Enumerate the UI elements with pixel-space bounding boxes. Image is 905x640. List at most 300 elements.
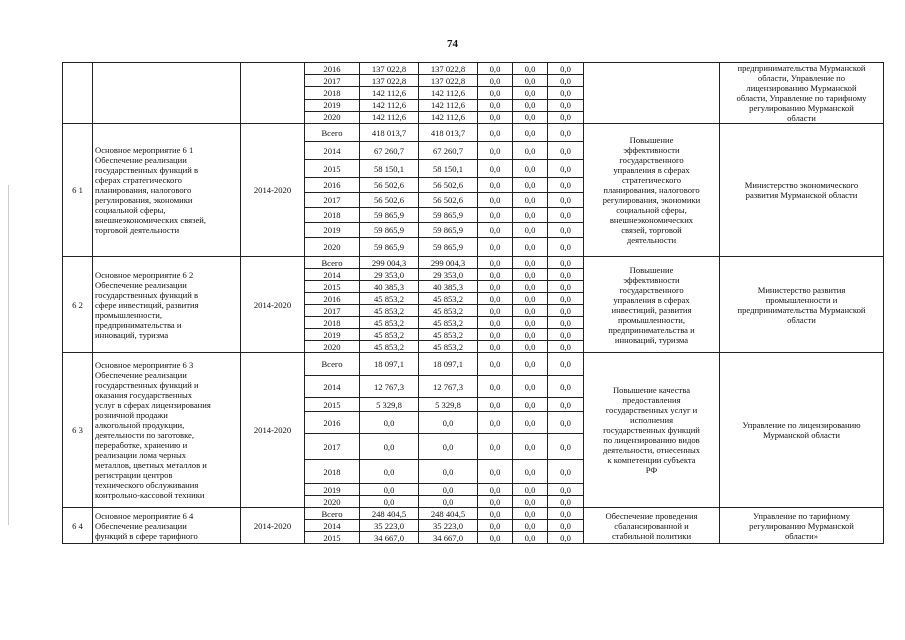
oblast-budget-cell: 0,0 [419, 496, 478, 508]
total-cell: 18 097,1 [360, 353, 419, 376]
extrabudget-cell: 0,0 [548, 508, 584, 520]
extrabudget-cell: 0,0 [548, 99, 584, 111]
expected-result-line: государственных функций [603, 425, 700, 435]
expected-result-line: к компетенции субъекта [607, 455, 696, 465]
expected-result-line: эффективности [623, 274, 680, 285]
responsible-executor-line: области» [784, 530, 819, 541]
municipal-budget-cell: 0,0 [513, 178, 548, 193]
federal-budget-cell: 0,0 [478, 520, 513, 532]
extrabudget-cell: 0,0 [548, 398, 584, 412]
expected-result-line: внешнеэкономических [609, 215, 694, 225]
expected-result-line: предпринимательства и [608, 324, 695, 335]
municipal-budget-cell: 0,0 [513, 508, 548, 520]
oblast-budget-cell: 18 097,1 [419, 353, 478, 376]
municipal-budget-cell: 0,0 [513, 305, 548, 317]
year-cell: 2018 [305, 87, 360, 99]
expected-result-line: регулирования, экономики [602, 195, 701, 205]
oblast-budget-cell: 45 853,2 [419, 305, 478, 317]
oblast-budget-cell: 56 502,6 [419, 178, 478, 193]
activity-name-line: деятельности по заготовке, [95, 430, 195, 440]
total-cell: 248 404,5 [360, 508, 419, 520]
activity-name-line: планирования, налогового [95, 185, 192, 195]
expected-result-line: сбалансированной и [614, 520, 689, 531]
activity-name-line: Основное мероприятие 6 1 [95, 145, 194, 155]
municipal-budget-cell: 0,0 [513, 398, 548, 412]
extrabudget-cell: 0,0 [548, 329, 584, 341]
federal-budget-cell: 0,0 [478, 434, 513, 460]
responsible-executor-line: Мурманской области [762, 430, 840, 440]
municipal-budget-cell: 0,0 [513, 111, 548, 123]
activity-name-line: Основное мероприятие 6 4 [95, 510, 194, 521]
year-cell: 2016 [305, 293, 360, 305]
activity-name-line: торговой деятельности [95, 225, 180, 235]
activity-name-line: государственных функций в [95, 289, 198, 300]
federal-budget-cell: 0,0 [478, 281, 513, 293]
oblast-budget-cell: 418 013,7 [419, 124, 478, 142]
federal-budget-cell: 0,0 [478, 460, 513, 484]
total-cell: 56 502,6 [360, 178, 419, 193]
expected-result-line: инноваций, туризма [614, 334, 689, 345]
federal-budget-cell: 0,0 [478, 63, 513, 75]
federal-budget-cell: 0,0 [478, 160, 513, 178]
oblast-budget-cell: 0,0 [419, 434, 478, 460]
federal-budget-cell: 0,0 [478, 508, 513, 520]
municipal-budget-cell: 0,0 [513, 193, 548, 208]
municipal-budget-cell: 0,0 [513, 238, 548, 257]
total-cell: 299 004,3 [360, 257, 419, 269]
oblast-budget-cell: 45 853,2 [419, 317, 478, 329]
extrabudget-cell: 0,0 [548, 87, 584, 99]
expected-result-line: Повышение [629, 264, 674, 275]
responsible-cell [720, 63, 884, 124]
municipal-budget-cell: 0,0 [513, 223, 548, 238]
extrabudget-cell: 0,0 [548, 305, 584, 317]
page-number: 74 [447, 38, 458, 50]
total-cell: 0,0 [360, 496, 419, 508]
total-cell: 56 502,6 [360, 193, 419, 208]
year-cell: 2020 [305, 238, 360, 257]
extrabudget-cell: 0,0 [548, 111, 584, 123]
oblast-budget-cell: 12 767,3 [419, 376, 478, 398]
expected-result-line: РФ [645, 465, 658, 475]
activity-name-line: сферах стратегического [95, 175, 182, 185]
oblast-budget-cell: 142 112,6 [419, 87, 478, 99]
municipal-budget-cell: 0,0 [513, 412, 548, 434]
responsible-executor-line: Управление по лицензированию [742, 420, 861, 430]
activity-name-line: Обеспечение реализации [95, 279, 187, 290]
federal-budget-cell: 0,0 [478, 99, 513, 111]
municipal-budget-cell: 0,0 [513, 87, 548, 99]
expected-result-line: деятельности [626, 235, 677, 245]
activity-period: 2014-2020 [241, 257, 305, 353]
expected-result-line: эффективности [623, 145, 680, 155]
oblast-budget-cell: 40 385,3 [419, 281, 478, 293]
total-cell: 35 223,0 [360, 520, 419, 532]
year-cell: 2017 [305, 193, 360, 208]
expected-result-line: Повышение качества [612, 385, 691, 395]
oblast-budget-cell: 45 853,2 [419, 329, 478, 341]
activity-name-line: услуг в сферах лицензирования [95, 400, 211, 410]
year-cell: 2014 [305, 269, 360, 281]
extrabudget-cell: 0,0 [548, 484, 584, 496]
extrabudget-cell: 0,0 [548, 496, 584, 508]
municipal-budget-cell: 0,0 [513, 293, 548, 305]
municipal-budget-cell: 0,0 [513, 460, 548, 484]
table-row [63, 124, 884, 142]
total-cell: 5 329,8 [360, 398, 419, 412]
extrabudget-cell: 0,0 [548, 353, 584, 376]
activity-period: 2014-2020 [241, 353, 305, 508]
responsible-executor-line: Министерство развития [757, 284, 846, 295]
extrabudget-cell: 0,0 [548, 124, 584, 142]
extrabudget-cell: 0,0 [548, 281, 584, 293]
federal-budget-cell: 0,0 [478, 353, 513, 376]
activity-name-line: сфере инвестиций, развития [95, 299, 199, 310]
activity-name-line: Основное мероприятие 6 2 [95, 269, 194, 280]
oblast-budget-cell: 137 022,8 [419, 63, 478, 75]
expected-result-line: предоставления [622, 395, 681, 405]
municipal-budget-cell: 0,0 [513, 269, 548, 281]
extrabudget-cell: 0,0 [548, 532, 584, 544]
extrabudget-cell: 0,0 [548, 193, 584, 208]
table-row [63, 508, 884, 520]
extrabudget-cell: 0,0 [548, 257, 584, 269]
activity-name-line: реализации лома черных [95, 450, 187, 460]
federal-budget-cell: 0,0 [478, 532, 513, 544]
responsible-executor-line: Управление по тарифному [753, 510, 850, 521]
activity-name [93, 124, 241, 257]
federal-budget-cell: 0,0 [478, 257, 513, 269]
activity-name-line: внешнеэкономических связей, [95, 215, 207, 225]
activity-name-line: промышленности, [95, 309, 162, 320]
expected-result-line: планирования, налогового [603, 185, 700, 195]
extrabudget-cell: 0,0 [548, 376, 584, 398]
total-cell: 12 767,3 [360, 376, 419, 398]
federal-budget-cell: 0,0 [478, 305, 513, 317]
municipal-budget-cell: 0,0 [513, 208, 548, 223]
total-cell: 45 853,2 [360, 293, 419, 305]
activity-name-line: контрольно-кассовой техники [95, 490, 205, 500]
year-cell: 2015 [305, 532, 360, 544]
oblast-budget-cell: 29 353,0 [419, 269, 478, 281]
oblast-budget-cell: 142 112,6 [419, 99, 478, 111]
responsible-executor-line: промышленности и [765, 294, 838, 305]
municipal-budget-cell: 0,0 [513, 75, 548, 87]
expected-result-line: социальной сферы, [616, 205, 687, 215]
municipal-budget-cell: 0,0 [513, 124, 548, 142]
total-cell: 67 260,7 [360, 142, 419, 160]
responsible-executor-line: развития Мурманской области [745, 190, 858, 200]
total-cell: 142 112,6 [360, 87, 419, 99]
activity-name-line: технического обслуживания [95, 480, 199, 490]
activity-name-line: государственных функций и [95, 380, 199, 390]
total-cell: 45 853,2 [360, 305, 419, 317]
activity-name-line: государственных функций в [95, 165, 198, 175]
year-cell: Всего [305, 124, 360, 142]
expected-result-line: стабильной политики [611, 530, 692, 541]
oblast-budget-cell: 35 223,0 [419, 520, 478, 532]
oblast-budget-cell: 34 667,0 [419, 532, 478, 544]
activity-name-line: розничной продажи [95, 410, 168, 420]
responsible-executor [720, 257, 884, 353]
year-cell: 2018 [305, 208, 360, 223]
oblast-budget-cell: 56 502,6 [419, 193, 478, 208]
funding-table [62, 62, 884, 544]
federal-budget-cell: 0,0 [478, 193, 513, 208]
expected-result-line: государственных услуг и [605, 405, 698, 415]
expected-result [584, 257, 720, 353]
activity-name-line: переработке, хранению и [95, 440, 188, 450]
responsible-executor-line: предпринимательства Мурманской [737, 304, 866, 315]
activity-name-line: Основное мероприятие 6 3 [95, 360, 194, 370]
oblast-budget-cell: 137 022,8 [419, 75, 478, 87]
activity-name-line: социальной сферы, [95, 205, 166, 215]
oblast-budget-cell: 59 865,9 [419, 238, 478, 257]
extrabudget-cell: 0,0 [548, 178, 584, 193]
municipal-budget-cell: 0,0 [513, 434, 548, 460]
municipal-budget-cell: 0,0 [513, 99, 548, 111]
num-cell [63, 63, 93, 124]
expected-result-line: управления в сферах [613, 165, 690, 175]
expected-result-line: связей, торговой [621, 225, 682, 235]
responsible-cell-line: регулированию Мурманской [749, 103, 854, 113]
federal-budget-cell: 0,0 [478, 341, 513, 353]
total-cell: 0,0 [360, 460, 419, 484]
total-cell: 40 385,3 [360, 281, 419, 293]
responsible-executor-line: Министерство экономического [744, 180, 859, 190]
year-cell: Всего [305, 257, 360, 269]
expected-result-line: государственного [619, 284, 684, 295]
federal-budget-cell: 0,0 [478, 223, 513, 238]
responsible-executor-line: области [787, 314, 816, 325]
activity-period: 2014-2020 [241, 508, 305, 544]
extrabudget-cell: 0,0 [548, 142, 584, 160]
oblast-budget-cell: 142 112,6 [419, 111, 478, 123]
year-cell: Всего [305, 353, 360, 376]
total-cell: 137 022,8 [360, 63, 419, 75]
year-cell: 2016 [305, 412, 360, 434]
oblast-budget-cell: 67 260,7 [419, 142, 478, 160]
table-row [63, 353, 884, 376]
extrabudget-cell: 0,0 [548, 223, 584, 238]
activity-name-line: предпринимательства и [95, 319, 182, 330]
oblast-budget-cell: 58 150,1 [419, 160, 478, 178]
oblast-budget-cell: 5 329,8 [419, 398, 478, 412]
total-cell: 59 865,9 [360, 223, 419, 238]
activity-name-line: регистрации центров [95, 470, 173, 480]
activity-name [93, 508, 241, 544]
federal-budget-cell: 0,0 [478, 496, 513, 508]
year-cell: 2020 [305, 496, 360, 508]
extrabudget-cell: 0,0 [548, 520, 584, 532]
federal-budget-cell: 0,0 [478, 87, 513, 99]
total-cell: 59 865,9 [360, 238, 419, 257]
activity-name-line: Обеспечение реализации [95, 155, 187, 165]
activity-number: 6 4 [63, 508, 93, 544]
activity-name [93, 257, 241, 353]
total-cell: 29 353,0 [360, 269, 419, 281]
expected-result [584, 353, 720, 508]
year-cell: 2019 [305, 223, 360, 238]
responsible-executor [720, 508, 884, 544]
table-row [63, 63, 884, 75]
year-cell: 2019 [305, 484, 360, 496]
activity-period: 2014-2020 [241, 124, 305, 257]
period-cell [241, 63, 305, 124]
responsible-executor [720, 124, 884, 257]
activity-name-line: металлов, цветных металлов и [95, 460, 207, 470]
expected-result-line: стратегического [621, 175, 682, 185]
oblast-budget-cell: 299 004,3 [419, 257, 478, 269]
responsible-cell-line: предпринимательства Мурманской [737, 63, 866, 73]
extrabudget-cell: 0,0 [548, 460, 584, 484]
oblast-budget-cell: 248 404,5 [419, 508, 478, 520]
extrabudget-cell: 0,0 [548, 269, 584, 281]
municipal-budget-cell: 0,0 [513, 63, 548, 75]
expected-result-line: Обеспечение проведения [605, 510, 698, 521]
extrabudget-cell: 0,0 [548, 412, 584, 434]
year-cell: 2019 [305, 329, 360, 341]
year-cell: 2017 [305, 434, 360, 460]
expected-result-line: промышленности, [618, 314, 685, 325]
expected-result-cell [584, 63, 720, 124]
responsible-cell-line: области, Управление по тарифному [736, 93, 867, 103]
responsible-executor-line: регулированию Мурманской [749, 520, 854, 531]
extrabudget-cell: 0,0 [548, 293, 584, 305]
oblast-budget-cell: 0,0 [419, 484, 478, 496]
year-cell: 2014 [305, 520, 360, 532]
year-cell: 2019 [305, 99, 360, 111]
activity-number: 6 2 [63, 257, 93, 353]
table-row [63, 257, 884, 269]
expected-result-line: по лицензированию видов [603, 435, 700, 445]
federal-budget-cell: 0,0 [478, 484, 513, 496]
expected-result-line: исполнения [629, 415, 674, 425]
responsible-cell-line: лицензированию Мурманской [746, 83, 857, 93]
total-cell: 59 865,9 [360, 208, 419, 223]
activity-name-line: алкогольной продукции, [95, 420, 185, 430]
year-cell: 2020 [305, 341, 360, 353]
federal-budget-cell: 0,0 [478, 412, 513, 434]
expected-result-line: инвестиций, развития [611, 304, 692, 315]
responsible-cell-line: области, Управление по [757, 73, 846, 83]
activity-name-line: регулирования, экономики [95, 195, 193, 205]
extrabudget-cell: 0,0 [548, 75, 584, 87]
municipal-budget-cell: 0,0 [513, 341, 548, 353]
federal-budget-cell: 0,0 [478, 208, 513, 223]
oblast-budget-cell: 45 853,2 [419, 341, 478, 353]
total-cell: 0,0 [360, 434, 419, 460]
activity-name-line: инноваций, туризма [95, 329, 169, 340]
extrabudget-cell: 0,0 [548, 341, 584, 353]
year-cell: 2014 [305, 376, 360, 398]
responsible-executor [720, 353, 884, 508]
federal-budget-cell: 0,0 [478, 398, 513, 412]
year-cell: 2014 [305, 142, 360, 160]
federal-budget-cell: 0,0 [478, 376, 513, 398]
federal-budget-cell: 0,0 [478, 75, 513, 87]
federal-budget-cell: 0,0 [478, 142, 513, 160]
year-cell: 2016 [305, 63, 360, 75]
municipal-budget-cell: 0,0 [513, 484, 548, 496]
extrabudget-cell: 0,0 [548, 160, 584, 178]
extrabudget-cell: 0,0 [548, 317, 584, 329]
federal-budget-cell: 0,0 [478, 329, 513, 341]
total-cell: 142 112,6 [360, 111, 419, 123]
expected-result [584, 508, 720, 544]
total-cell: 34 667,0 [360, 532, 419, 544]
federal-budget-cell: 0,0 [478, 178, 513, 193]
oblast-budget-cell: 59 865,9 [419, 208, 478, 223]
municipal-budget-cell: 0,0 [513, 257, 548, 269]
expected-result-line: государственного [619, 155, 684, 165]
scan-edge-mark [8, 185, 9, 525]
municipal-budget-cell: 0,0 [513, 376, 548, 398]
year-cell: 2018 [305, 460, 360, 484]
total-cell: 137 022,8 [360, 75, 419, 87]
federal-budget-cell: 0,0 [478, 293, 513, 305]
year-cell: 2017 [305, 305, 360, 317]
total-cell: 0,0 [360, 484, 419, 496]
activity-name-line: оказания государственных [95, 390, 193, 400]
year-cell: 2016 [305, 178, 360, 193]
total-cell: 0,0 [360, 412, 419, 434]
federal-budget-cell: 0,0 [478, 269, 513, 281]
activity-name-line: Обеспечение реализации [95, 370, 187, 380]
year-cell: 2015 [305, 160, 360, 178]
municipal-budget-cell: 0,0 [513, 520, 548, 532]
oblast-budget-cell: 59 865,9 [419, 223, 478, 238]
total-cell: 45 853,2 [360, 341, 419, 353]
municipal-budget-cell: 0,0 [513, 281, 548, 293]
federal-budget-cell: 0,0 [478, 111, 513, 123]
activity-name [93, 353, 241, 508]
activity-number: 6 3 [63, 353, 93, 508]
activity-name-line: Обеспечение реализации [95, 520, 187, 531]
extrabudget-cell: 0,0 [548, 63, 584, 75]
expected-result-line: управления в сферах [613, 294, 690, 305]
oblast-budget-cell: 0,0 [419, 412, 478, 434]
municipal-budget-cell: 0,0 [513, 142, 548, 160]
year-cell: 2015 [305, 398, 360, 412]
total-cell: 58 150,1 [360, 160, 419, 178]
municipal-budget-cell: 0,0 [513, 317, 548, 329]
expected-result-line: деятельности, отнесенных [602, 445, 701, 455]
activity-number: 6 1 [63, 124, 93, 257]
year-cell: 2018 [305, 317, 360, 329]
year-cell: 2017 [305, 75, 360, 87]
extrabudget-cell: 0,0 [548, 238, 584, 257]
expected-result-line: Повышение [629, 135, 674, 145]
year-cell: Всего [305, 508, 360, 520]
oblast-budget-cell: 0,0 [419, 460, 478, 484]
extrabudget-cell: 0,0 [548, 434, 584, 460]
year-cell: 2020 [305, 111, 360, 123]
responsible-cell-line: области [787, 113, 816, 123]
activity-name-line: функций в сфере тарифного [95, 530, 198, 541]
total-cell: 45 853,2 [360, 329, 419, 341]
total-cell: 45 853,2 [360, 317, 419, 329]
total-cell: 418 013,7 [360, 124, 419, 142]
municipal-budget-cell: 0,0 [513, 160, 548, 178]
municipal-budget-cell: 0,0 [513, 353, 548, 376]
federal-budget-cell: 0,0 [478, 124, 513, 142]
name-cell [93, 63, 241, 124]
expected-result [584, 124, 720, 257]
total-cell: 142 112,6 [360, 99, 419, 111]
federal-budget-cell: 0,0 [478, 238, 513, 257]
municipal-budget-cell: 0,0 [513, 532, 548, 544]
